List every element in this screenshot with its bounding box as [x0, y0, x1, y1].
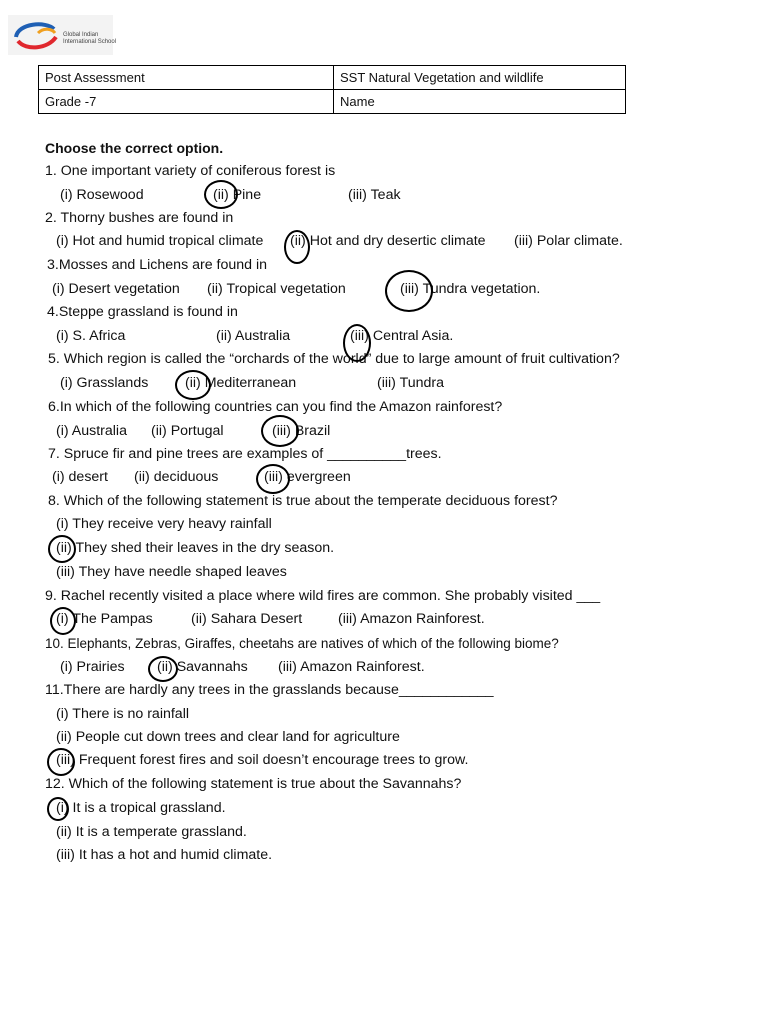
q4-option-i: (i) S. Africa — [56, 328, 126, 344]
answer-mark-q1 — [204, 180, 238, 209]
question-6: 6.In which of the following countries can you find the Amazon rainforest? — [48, 399, 503, 415]
q2-option-i: (i) Hot and humid tropical climate — [56, 233, 264, 249]
q12-option-ii: (ii) It is a temperate grassland. — [56, 824, 247, 840]
answer-mark-q3 — [385, 270, 433, 312]
question-3: 3.Mosses and Lichens are found in — [47, 257, 268, 273]
q5-option-iii: (iii) Tundra — [377, 375, 445, 391]
q5-option-ii: (ii) Mediterranean — [185, 375, 297, 391]
answer-mark-q8 — [48, 535, 76, 563]
q9-option-i: (i) The Pampas — [56, 611, 153, 627]
q9-option-iii: (iii) Amazon Rainforest. — [338, 611, 485, 627]
q3-option-ii: (ii) Tropical vegetation — [207, 281, 346, 297]
answer-mark-q6 — [261, 415, 299, 447]
q11-option-iii: (iii) Frequent forest fires and soil doesn’t encourage trees to grow. — [56, 752, 469, 768]
question-8: 8. Which of the following statement is true about the temperate deciduous forest? — [48, 493, 558, 509]
q2-option-iii: (iii) Polar climate. — [514, 233, 623, 249]
q8-option-ii: (ii) They shed their leaves in the dry season. — [56, 540, 335, 556]
school-logo — [8, 15, 117, 55]
question-11: 11.There are hardly any trees in the grasslands because____________ — [45, 682, 494, 698]
name-field[interactable]: Name — [334, 90, 626, 114]
q10-option-i: (i) Prairies — [60, 659, 125, 675]
q11-option-i: (i) There is no rainfall — [56, 706, 189, 722]
q10-option-iii: (iii) Amazon Rainforest. — [278, 659, 425, 675]
question-12: 12. Which of the following statement is true about the Savannahs? — [45, 776, 462, 792]
q12-option-i: (i) It is a tropical grassland. — [56, 800, 226, 816]
q1-option-i: (i) Rosewood — [60, 187, 144, 203]
q7-option-iii: (iii) evergreen — [264, 469, 351, 485]
answer-mark-q7 — [256, 464, 290, 494]
q6-option-i: (i) Australia — [56, 423, 127, 439]
q9-option-ii: (ii) Sahara Desert — [191, 611, 303, 627]
instructions-title: Choose the correct option. — [45, 140, 224, 156]
q4-option-iii: (iii) Central Asia. — [350, 328, 454, 344]
logo-text: Global Indian International School — [63, 32, 117, 45]
grade: Grade -7 — [39, 90, 334, 114]
question-2: 2. Thorny bushes are found in — [45, 210, 234, 226]
q7-option-i: (i) desert — [52, 469, 108, 485]
question-1: 1. One important variety of coniferous forest is — [45, 163, 336, 179]
q1-option-ii: (ii) Pine — [213, 187, 262, 203]
q6-option-iii: (iii) Brazil — [272, 423, 331, 439]
q10-option-ii: (ii) Savannahs — [157, 659, 248, 675]
question-7: 7. Spruce fir and pine trees are examples of __________trees. — [48, 446, 442, 462]
q11-option-ii: (ii) People cut down trees and clear land for agriculture — [56, 729, 400, 745]
answer-mark-q5 — [175, 370, 211, 400]
assessment-type: Post Assessment — [39, 66, 334, 90]
q7-option-ii: (ii) deciduous — [134, 469, 219, 485]
question-10: 10. Elephants, Zebras, Giraffes, cheetahs are natives of which of the following biome? — [45, 636, 559, 651]
answer-mark-q4 — [343, 324, 371, 362]
answer-mark-q9 — [50, 607, 76, 635]
question-9: 9. Rachel recently visited a place where wild fires are common. She probably visited ___ — [45, 588, 601, 604]
q12-option-iii: (iii) It has a hot and humid climate. — [56, 847, 273, 863]
answer-mark-q11 — [47, 748, 75, 776]
q1-option-iii: (iii) Teak — [348, 187, 401, 203]
q2-option-ii: (ii) Hot and dry desertic climate — [290, 233, 486, 249]
assessment-header-table — [38, 65, 626, 114]
subject-topic: SST Natural Vegetation and wildlife — [334, 66, 626, 90]
answer-mark-q10 — [148, 656, 178, 682]
q8-option-i: (i) They receive very heavy rainfall — [56, 516, 272, 532]
q6-option-ii: (ii) Portugal — [151, 423, 224, 439]
question-4: 4.Steppe grassland is found in — [47, 304, 238, 320]
question-5: 5. Which region is called the “orchards of the world” due to large amount of fruit cultivation? — [48, 351, 620, 367]
q8-option-iii: (iii) They have needle shaped leaves — [56, 564, 287, 580]
q3-option-iii: (iii) Tundra vegetation. — [400, 281, 541, 297]
q3-option-i: (i) Desert vegetation — [52, 281, 180, 297]
answer-mark-q2 — [284, 230, 310, 264]
q4-option-ii: (ii) Australia — [216, 328, 291, 344]
answer-mark-q12 — [47, 797, 69, 821]
q5-option-i: (i) Grasslands — [60, 375, 149, 391]
